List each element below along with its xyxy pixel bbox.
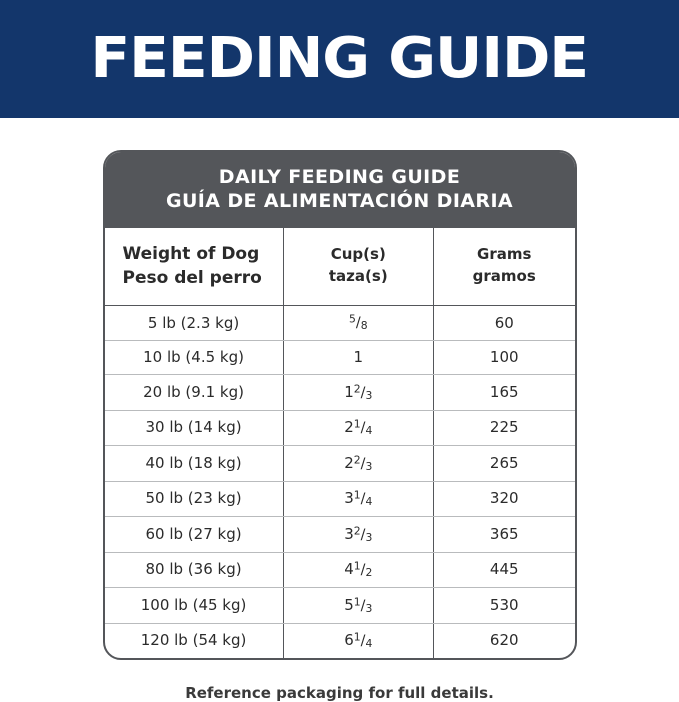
cell-weight: 120 lb (54 kg) bbox=[105, 623, 284, 658]
column-header-grams-spanish: gramos bbox=[472, 267, 536, 286]
feeding-table-header-spanish: GUÍA DE ALIMENTACIÓN DIARIA bbox=[165, 189, 514, 212]
cell-cups: $3^2/_3$ bbox=[283, 517, 433, 552]
cell-grams: 365 bbox=[433, 517, 574, 552]
table-row bbox=[105, 552, 575, 587]
column-header-grams-english: Grams bbox=[477, 245, 532, 264]
feeding-table-header-english: DAILY FEEDING GUIDE bbox=[218, 166, 461, 188]
table-row bbox=[105, 410, 575, 445]
cell-cups: $^5/_8$ bbox=[283, 305, 433, 340]
feeding-table-header bbox=[105, 152, 575, 228]
table-row bbox=[105, 341, 575, 375]
cell-cups: $2^1/_4$ bbox=[283, 410, 433, 445]
table-row bbox=[105, 517, 575, 552]
cell-weight: 5 lb (2.3 kg) bbox=[105, 305, 284, 340]
column-header-cups-english: Cup(s) bbox=[330, 245, 386, 264]
cell-weight: 10 lb (4.5 kg) bbox=[105, 341, 284, 375]
column-header-weight bbox=[105, 228, 284, 306]
page-title: FEEDING GUIDE bbox=[90, 26, 589, 91]
cell-grams: 620 bbox=[489, 631, 519, 650]
footnote: Reference packaging for full details. bbox=[185, 684, 494, 702]
column-header-weight-spanish: Peso del perro bbox=[122, 268, 262, 289]
cell-weight: 80 lb (36 kg) bbox=[105, 552, 284, 587]
table-row bbox=[105, 375, 575, 410]
cell-weight: 100 lb (45 kg) bbox=[105, 588, 284, 623]
table-row bbox=[105, 305, 575, 340]
cell-cups: $3^1/_4$ bbox=[283, 481, 433, 516]
cell-cups: $5^1/_3$ bbox=[283, 588, 433, 623]
cell-weight: 50 lb (23 kg) bbox=[105, 481, 284, 516]
table-header-row bbox=[105, 228, 575, 306]
feeding-guide-banner bbox=[0, 0, 679, 118]
cell-cups: 1 bbox=[283, 341, 433, 375]
cell-grams: 530 bbox=[433, 588, 574, 623]
cell-grams: 100 bbox=[433, 341, 574, 375]
cell-weight: 20 lb (9.1 kg) bbox=[105, 375, 284, 410]
column-header-cups-spanish: taza(s) bbox=[328, 267, 388, 286]
column-header-weight-english: Weight of Dog bbox=[122, 243, 260, 264]
feeding-table-container bbox=[0, 118, 679, 660]
feeding-table bbox=[105, 228, 575, 659]
cell-weight: 60 lb (27 kg) bbox=[105, 517, 284, 552]
cell-grams: 60 bbox=[433, 305, 574, 340]
cell-cups: $4^1/_2$ bbox=[283, 552, 433, 587]
table-row bbox=[105, 481, 575, 516]
cell-cups: $1^2/_3$ bbox=[283, 375, 433, 410]
table-row bbox=[105, 623, 575, 658]
table-row bbox=[105, 588, 575, 623]
feeding-table-card bbox=[103, 150, 577, 660]
cell-grams: 265 bbox=[433, 446, 574, 481]
cell-cups: $6^1/_4$ bbox=[283, 623, 433, 658]
cell-grams: 445 bbox=[433, 552, 574, 587]
cell-weight: 30 lb (14 kg) bbox=[105, 410, 284, 445]
cell-grams: 320 bbox=[433, 481, 574, 516]
cell-grams: 225 bbox=[433, 410, 574, 445]
cell-weight: 40 lb (18 kg) bbox=[105, 446, 284, 481]
column-header-cups bbox=[283, 228, 433, 306]
cell-cups: $2^2/_3$ bbox=[283, 446, 433, 481]
table-row bbox=[105, 446, 575, 481]
cell-grams: 165 bbox=[433, 375, 574, 410]
column-header-grams bbox=[433, 228, 574, 306]
